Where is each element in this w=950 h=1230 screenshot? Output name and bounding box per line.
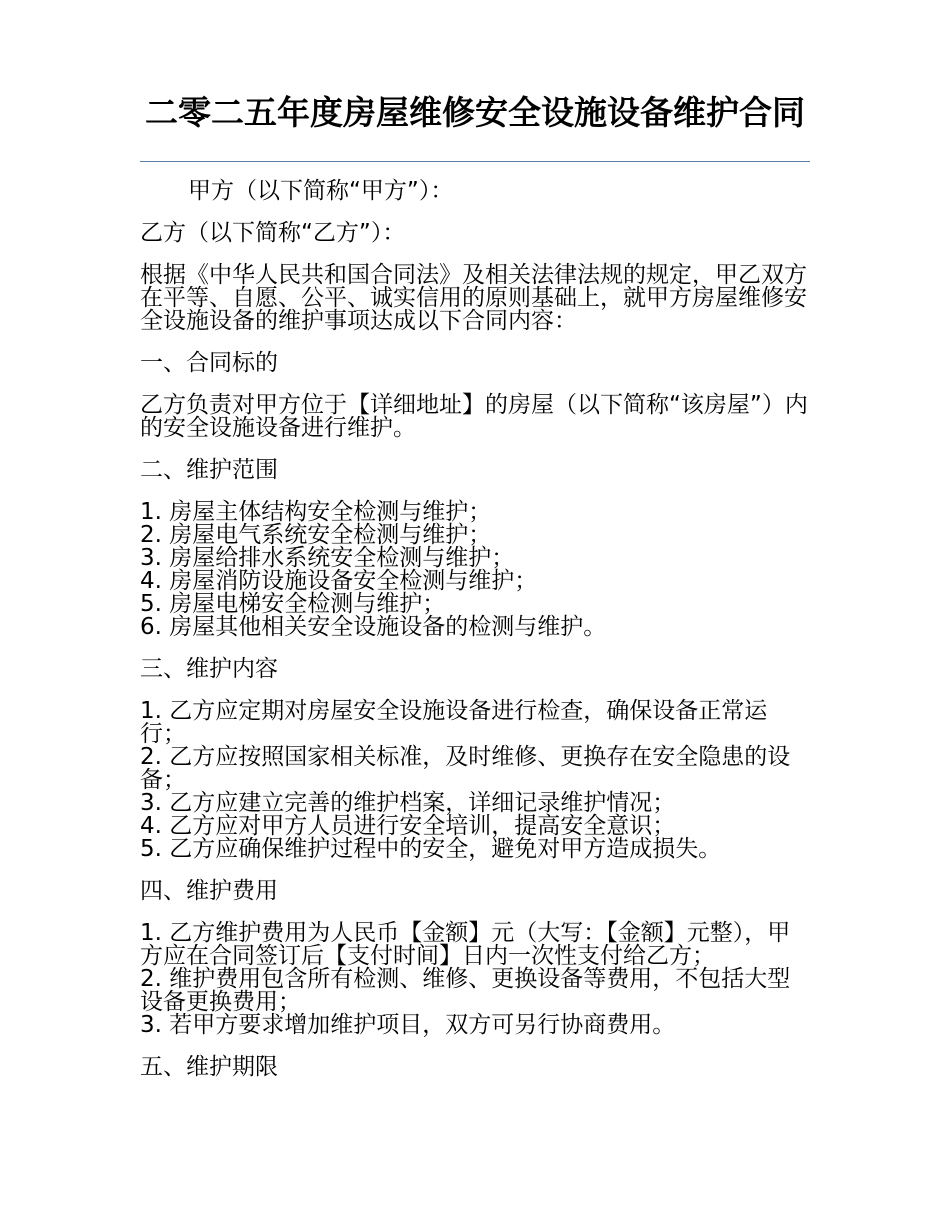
maintenance-scope-list [140, 501, 810, 639]
list-item: 4. 乙方应对甲方人员进行安全培训，提高安全意识； [140, 813, 676, 839]
title-underline [140, 161, 810, 162]
intro-paragraph: 根据《中华人民共和国合同法》及相关法律法规的规定，甲乙双方在平等、自愿、公平、诚实信用的原则基础上，就甲方房屋维修安全设施设备的维护事项达成以下合同内容： [140, 262, 807, 334]
list-item: 1. 房屋主体结构安全检测与维护； [140, 499, 492, 525]
section-heading-1: 一、合同标的 [140, 350, 278, 376]
maintenance-content-list [140, 700, 810, 861]
list-item: 2. 乙方应按照国家相关标准，及时维修、更换存在安全隐患的设备； [140, 744, 791, 793]
document-body [140, 180, 810, 1098]
list-item: 5. 房屋电梯安全检测与维护； [140, 591, 446, 617]
maintenance-fee-list [140, 922, 810, 1037]
section-1-paragraph: 乙方负责对甲方位于【详细地址】的房屋（以下简称“该房屋”）内的安全设施设备进行维护。 [140, 392, 808, 441]
party-a-line: 甲方（以下简称“甲方”）： [188, 178, 454, 204]
list-item: 5. 乙方应确保维护过程中的安全，避免对甲方造成损失。 [140, 836, 722, 862]
list-item: 1. 乙方维护费用为人民币【金额】元（大写：【金额】元整），甲方应在合同签订后【支付时间】日内一次性支付给乙方； [140, 920, 791, 969]
document-title: 二零二五年度房屋维修安全设施设备维护合同 [145, 93, 805, 132]
section-heading-4: 四、维护费用 [140, 878, 278, 904]
party-b-line: 乙方（以下简称“乙方”）： [140, 220, 406, 246]
list-item: 6. 房屋其他相关安全设施设备的检测与维护。 [140, 614, 607, 640]
list-item: 2. 房屋电气系统安全检测与维护； [140, 522, 492, 548]
list-item: 3. 若甲方要求增加维护项目，双方可另行协商费用。 [140, 1012, 676, 1038]
section-heading-5: 五、维护期限 [140, 1054, 278, 1080]
list-item: 2. 维护费用包含所有检测、维修、更换设备等费用，不包括大型设备更换费用； [140, 966, 791, 1015]
section-heading-2: 二、维护范围 [140, 457, 278, 483]
list-item: 4. 房屋消防设施设备安全检测与维护； [140, 568, 538, 594]
section-heading-3: 三、维护内容 [140, 656, 278, 682]
list-item: 3. 乙方应建立完善的维护档案，详细记录维护情况； [140, 790, 676, 816]
list-item: 1. 乙方应定期对房屋安全设施设备进行检查，确保设备正常运行； [140, 698, 768, 747]
list-item: 3. 房屋给排水系统安全检测与维护； [140, 545, 515, 571]
